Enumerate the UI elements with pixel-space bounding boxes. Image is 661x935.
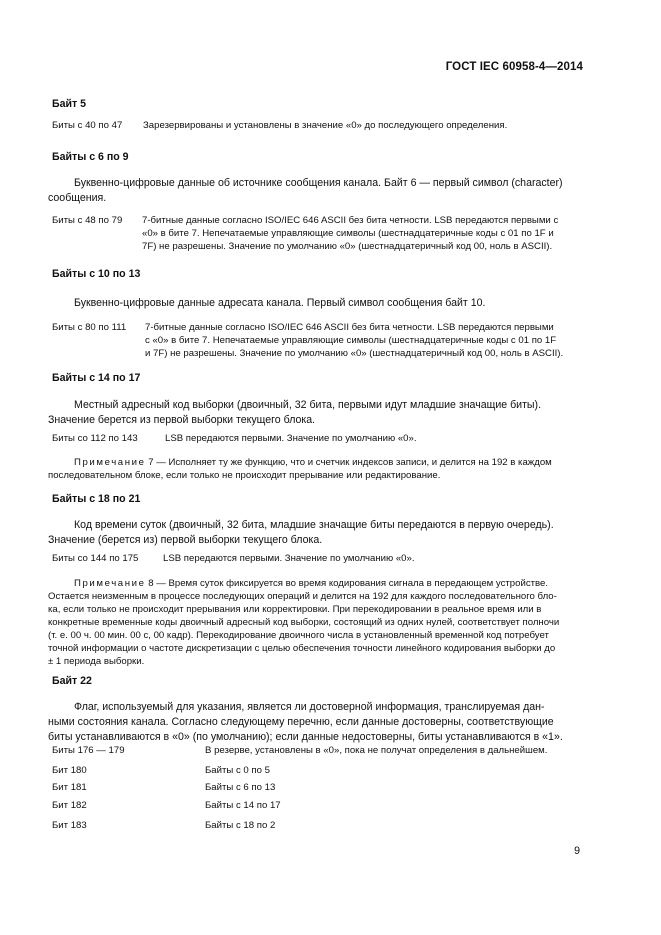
bit-label: Бит 183 (52, 820, 87, 831)
heading-bytes-6-9: Байты с 6 по 9 (52, 151, 129, 163)
paragraph (48, 700, 584, 745)
paragraph (48, 296, 584, 311)
description-line: и 7F) не разрешены. Значение по умолчанию «0» (шестнадцатеричный код 00, ноль в ASCII). (145, 348, 564, 359)
heading-bytes-10-13: Байты с 10 по 13 (52, 268, 141, 280)
paragraph (48, 176, 584, 206)
standard-designation: ГОСТ IEC 60958-4—2014 (445, 61, 583, 73)
bit-value: Байты с 0 по 5 (205, 765, 270, 776)
bit-label: Бит 180 (52, 765, 87, 776)
bit-range-description: LSB передаются первыми. Значение по умолчанию «0». (163, 553, 415, 564)
note-label: Примечание (74, 457, 146, 468)
heading-byte-5: Байт 5 (52, 98, 87, 110)
description-line: 7-битные данные согласно ISO/IEC 646 ASCII без бита четности. LSB передаются первыми с (142, 215, 559, 226)
description-line: 7-битные данные согласно ISO/IEC 646 ASCII без бита четности. LSB передаются первыми (145, 322, 554, 333)
bit-value: Байты с 14 по 17 (205, 800, 281, 811)
description-line: 7F) не разрешены. Значение по умолчанию «0» (шестнадцатеричный код 00, ноль в ASCII). (142, 241, 553, 252)
paragraph-line: Буквенно-цифровые данные об источнике сообщения канала. Байт 6 — первый символ (character) (74, 177, 563, 189)
note-line: конкретные временные коды двоичный адресный код выборки, состоящий из одних нулей, соответствует полночи (48, 617, 560, 628)
bit-label: Бит 181 (52, 782, 87, 793)
paragraph (48, 398, 584, 428)
paragraph-line: Буквенно-цифровые данные адресата канала. Первый символ сообщения байт 10. (74, 297, 486, 309)
bit-range-label: Биты с 80 по 111 (52, 322, 127, 333)
bit-range-description: LSB передаются первыми. Значение по умолчанию «0». (165, 433, 417, 444)
description-line: с «0» в бите 7. Непечатаемые управляющие символы (шестнадцатеричные коды с 01 по 1F (145, 335, 557, 346)
bit-range-label: Биты со 112 по 143 (52, 433, 138, 444)
page-number: 9 (574, 845, 580, 857)
note-line: (т. е. 00 ч. 00 мин. 00 с, 00 кадр). Перекодирование двоичного числа в установленный временной код потребует (48, 630, 549, 641)
note-7 (48, 456, 584, 482)
bit-range-label: Биты с 48 по 79 (52, 215, 123, 226)
bit-range-description (142, 214, 558, 253)
paragraph-line: Значение берется из первой выборки текущего блока. (48, 414, 316, 426)
note-label: Примечание (74, 578, 146, 589)
paragraph-line: Код времени суток (двоичный, 32 бита, младшие значащие биты передаются в первую очередь). (74, 519, 554, 531)
paragraph-line: Флаг, используемый для указания, является ли достоверной информация, транслируемая дан- (74, 701, 545, 713)
paragraph (48, 518, 584, 548)
note-line: точной информации о частоте дискретизации с целью обеспечения точности линейного кодирования выборки до (48, 643, 556, 654)
bit-range-description: Зарезервированы и установлены в значение «0» до последующего определения. (143, 120, 508, 131)
note-line: 7 — Исполняет ту же функцию, что и счетчик индексов записи, и делится на 192 в каждом (148, 457, 552, 468)
paragraph-line: Значение (берется из) первой выборки текущего блока. (48, 534, 323, 546)
description-line: «0» в бите 7. Непечатаемые управляющие символы (шестнадцатеричные коды с 01 по 1F и (142, 228, 554, 239)
bit-label: Биты 176 — 179 (52, 745, 125, 756)
bit-range-label: Биты с 40 по 47 (52, 120, 123, 131)
bit-value: В резерве, установлены в «0», пока не получат определения в дальнейшем. (205, 745, 548, 756)
note-line: ка, если только не происходит прерывания или корректировки. При перекодировании в реальное время или в (48, 604, 542, 615)
paragraph-line: сообщения. (48, 192, 107, 204)
bit-range-description (145, 321, 563, 360)
bit-range-label: Биты со 144 по 175 (52, 553, 139, 564)
paragraph-line: Местный адресный код выборки (двоичный, 32 бита, первыми идут младшие значащие биты). (74, 399, 542, 411)
bit-value: Байты с 6 по 13 (205, 782, 276, 793)
paragraph-line: биты устанавливаются в «0» (по умолчанию); если данные недостоверны, биты устанавливаются в «1». (48, 731, 563, 743)
paragraph-line: ными состояния канала. Согласно следующему перечню, если данные достоверны, соответствующие (48, 716, 554, 728)
note-line: 8 — Время суток фиксируется во время кодирования сигнала в передающем устройстве. (148, 578, 549, 589)
note-line: ± 1 периода выборки. (48, 656, 145, 667)
heading-bytes-18-21: Байты с 18 по 21 (52, 493, 141, 505)
note-8 (48, 577, 584, 668)
heading-bytes-14-17: Байты с 14 по 17 (52, 372, 141, 384)
heading-byte-22: Байт 22 (52, 675, 92, 687)
note-line: последовательном блоке, если только не происходит прерывание или редактирование. (48, 470, 441, 481)
bit-label: Бит 182 (52, 800, 87, 811)
note-line: Остается неизменным в процессе последующих операций и делится на 192 для каждого последовательного бло- (48, 591, 557, 602)
bit-value: Байты с 18 по 2 (205, 820, 276, 831)
